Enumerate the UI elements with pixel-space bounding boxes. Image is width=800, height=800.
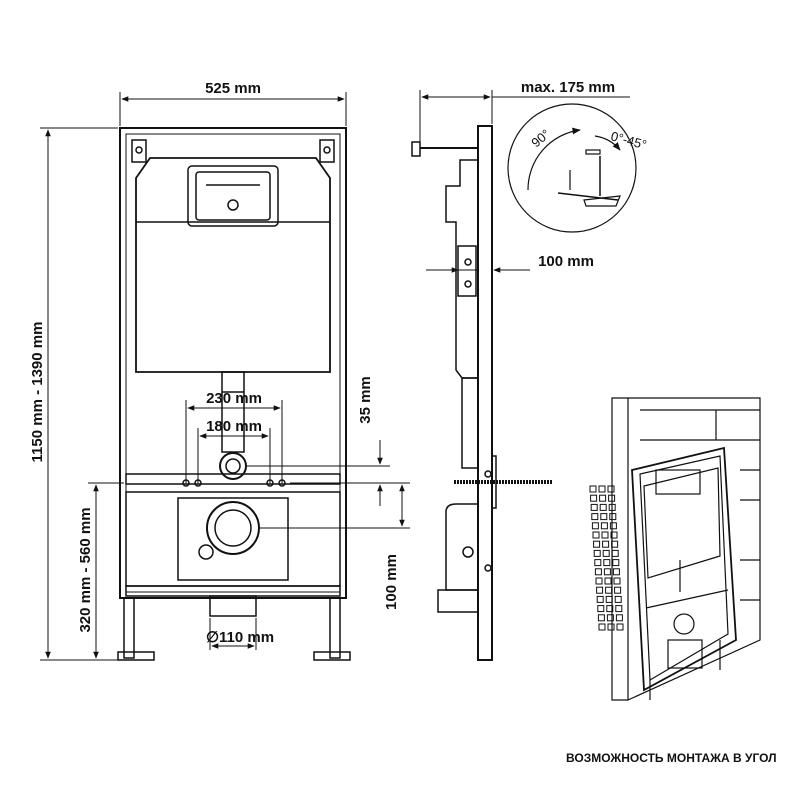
brick-cell (602, 532, 608, 538)
brick-cell (608, 624, 614, 630)
depth-max-label: max. 175 mm (520, 79, 616, 96)
brick-cell (600, 495, 606, 501)
brick-cell (592, 523, 598, 529)
brick-cell (600, 504, 606, 510)
brick-cell (606, 587, 612, 593)
brick-cell (594, 550, 600, 556)
brick-cell (601, 514, 607, 520)
offset-100-vertical-label: 100 mm (383, 554, 400, 610)
offset-100-side-label: 100 mm (538, 253, 594, 270)
brick-cell (595, 560, 601, 566)
brick-cell (599, 486, 605, 492)
brick-cell (613, 569, 619, 575)
corner-install-caption: ВОЗМОЖНОСТЬ МОНТАЖА В УГОЛ (566, 751, 777, 765)
brick-cell (616, 615, 622, 621)
brick-cell (590, 486, 596, 492)
brick-cell (615, 587, 621, 593)
brick-cell (595, 569, 601, 575)
brick-cell (608, 486, 614, 492)
brick-cell (594, 541, 600, 547)
brick-cell (614, 578, 620, 584)
brick-cell (603, 541, 609, 547)
brick-cell (606, 596, 612, 602)
brick-cell (592, 514, 598, 520)
brick-cell (597, 596, 603, 602)
side-dimensions (420, 90, 630, 270)
bolt-spacing-outer-label: 230 mm (206, 390, 262, 407)
brick-cell (617, 624, 623, 630)
drain-diameter-label: ∅110 mm (205, 629, 275, 646)
brick-cell (613, 560, 619, 566)
angle-detail (508, 104, 636, 232)
brick-cell (615, 596, 621, 602)
bolt-spacing-inner-label: 180 mm (206, 418, 262, 435)
brick-grid (590, 486, 623, 630)
offset-35-label: 35 mm (357, 376, 374, 424)
brick-cell (616, 606, 622, 612)
brick-cell (610, 523, 616, 529)
width-label: 525 mm (205, 80, 261, 97)
outlet-height-label: 320 mm - 560 mm (77, 507, 94, 633)
brick-cell (612, 550, 618, 556)
brick-cell (599, 624, 605, 630)
angle-range-label: 0°-45° (609, 128, 649, 153)
brick-cell (603, 550, 609, 556)
brick-cell (596, 578, 602, 584)
angle-90-label: 90° (528, 126, 553, 151)
side-view (412, 126, 496, 660)
brick-cell (591, 504, 597, 510)
brick-cell (610, 514, 616, 520)
brick-cell (604, 569, 610, 575)
brick-cell (598, 615, 604, 621)
brick-cell (605, 578, 611, 584)
brick-cell (601, 523, 607, 529)
brick-cell (591, 495, 597, 501)
brick-cell (593, 532, 599, 538)
front-dimensions (40, 92, 410, 660)
brick-cell (598, 606, 604, 612)
brick-cell (604, 560, 610, 566)
corner-install-view (612, 398, 760, 700)
height-range-label: 1150 mm - 1390 mm (29, 321, 46, 463)
brick-cell (597, 587, 603, 593)
